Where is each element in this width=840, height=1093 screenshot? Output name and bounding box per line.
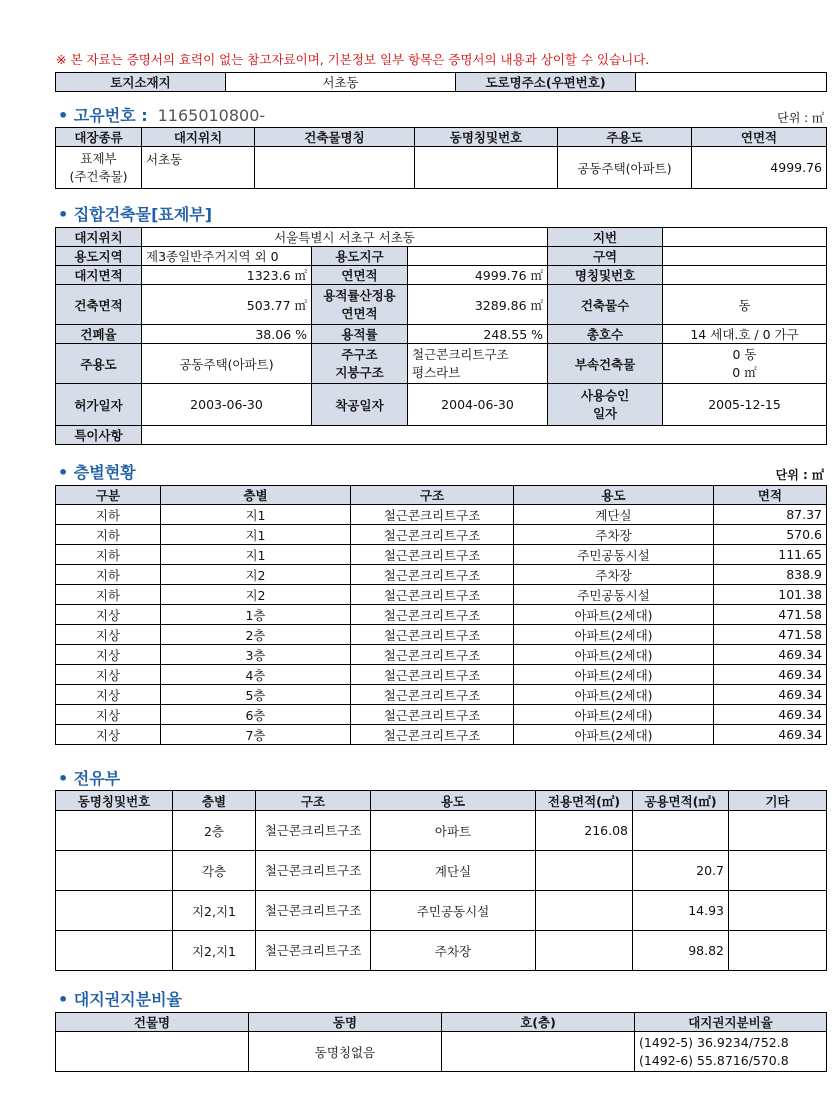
floor-structure-cell: 철근콘크리트구조 [351,645,514,665]
building-count-value: 동 [663,285,827,325]
floor-structure-cell: 철근콘크리트구조 [351,685,514,705]
floors-header-kind: 구분 [56,486,161,505]
floor-structure-cell: 철근콘크리트구조 [351,565,514,585]
annex-value: 0 동 0 ㎡ [663,344,827,384]
floors-header-floor: 층별 [161,486,351,505]
land-share-section-title: • 대지권지분비율 [58,990,182,1009]
floor-use-cell: 아파트(2세대) [514,725,714,745]
floors-table [55,485,827,745]
land-share-ratio-line1: (1492-5) 36.9234/752.8 [639,1034,789,1050]
approval-date-value: 2005-12-15 [663,384,827,426]
unique-area-cell: 4999.76 [692,147,827,189]
far-area-label: 용적률산정용 연면적 [312,285,408,325]
floor-use-cell: 아파트(2세대) [514,665,714,685]
floors-table-body [56,505,827,745]
table-row [56,811,827,851]
floor-area-cell: 838.9 [714,565,827,585]
land-share-header-dong: 동명 [249,1013,442,1032]
floor-structure-cell: 철근콘크리트구조 [351,505,514,525]
far-area-value: 3289.86 ㎡ [408,285,548,325]
unique-use-cell: 공동주택(아파트) [558,147,692,189]
unique-header-name: 건축물명칭 [255,128,415,147]
exclusive-floor-cell: 지2,지1 [173,931,256,971]
exclusive-table-body [56,811,827,971]
land-share-dong-cell: 동명칭없음 [249,1032,442,1072]
unique-number-section-title [58,103,265,126]
floor-use-cell: 주차장 [514,565,714,585]
main-use-value: 공동주택(아파트) [142,344,312,384]
district-label: 용도지구 [312,247,408,266]
site-label: 대지위치 [56,228,142,247]
exclusive-dong-cell [56,931,173,971]
unique-type-line2: (주건축물) [69,168,128,184]
floor-area-cell: 471.58 [714,625,827,645]
table-row [56,625,827,645]
floor-floor-cell: 3층 [161,645,351,665]
floor-use-cell: 아파트(2세대) [514,685,714,705]
road-address-value [636,73,827,92]
unique-header-site: 대지위치 [142,128,255,147]
lot-value [663,228,827,247]
table-row [56,605,827,625]
table-row [56,685,827,705]
district-value [408,247,548,266]
floor-structure-cell: 철근콘크리트구조 [351,525,514,545]
floor-structure-cell: 철근콘크리트구조 [351,585,514,605]
exclusive-structure-cell: 철근콘크리트구조 [256,811,371,851]
exclusive-structure-cell: 철근콘크리트구조 [256,851,371,891]
floor-use-cell: 주차장 [514,525,714,545]
floor-floor-cell: 7층 [161,725,351,745]
table-row [56,705,827,725]
exclusive-use-cell: 아파트 [371,811,536,851]
zone-label: 용도지역 [56,247,142,266]
floor-area-cell: 469.34 [714,665,827,685]
floor-floor-cell: 지2 [161,565,351,585]
exclusive-dong-cell [56,891,173,931]
zone-value: 제3종일반주거지역 외 0 [142,247,312,266]
exclusive-header-common-area: 공용면적(㎡) [633,791,729,811]
unique-unit-label: 단위 : ㎡ [777,111,824,125]
exclusive-floor-cell: 각층 [173,851,256,891]
unique-header-use: 주용도 [558,128,692,147]
floor-area-cell: 469.34 [714,725,827,745]
name-number-value [663,266,827,285]
land-area-label: 대지면적 [56,266,142,285]
site-value: 서울특별시 서초구 서초동 [142,228,548,247]
floor-floor-cell: 지1 [161,525,351,545]
floor-area-cell: 471.58 [714,605,827,625]
far-value: 248.55 % [408,325,548,344]
area-zone-value [663,247,827,266]
land-share-ho-cell [442,1032,635,1072]
start-date-value: 2004-06-30 [408,384,548,426]
structure-label: 주구조 지붕구조 [312,344,408,384]
exclusive-header-dong: 동명칭및번호 [56,791,173,811]
floor-use-cell: 계단실 [514,505,714,525]
land-share-header-ratio: 대지권지분비율 [635,1013,827,1032]
land-share-header-building: 건물명 [56,1013,249,1032]
exclusive-dong-cell [56,811,173,851]
lot-label: 지번 [548,228,663,247]
exclusive-common-cell [633,811,729,851]
bcr-label: 건폐율 [56,325,142,344]
exclusive-header-structure: 구조 [256,791,371,811]
floor-area-cell: 101.38 [714,585,827,605]
floor-floor-cell: 1층 [161,605,351,625]
land-share-header-ho: 호(층) [442,1013,635,1032]
floors-header-use: 용도 [514,486,714,505]
table-row [56,931,827,971]
area-zone-label: 구역 [548,247,663,266]
approval-date-label: 사용승인 일자 [548,384,663,426]
exclusive-common-cell: 14.93 [633,891,729,931]
unique-site-cell: 서초동 [142,147,255,189]
floor-structure-cell: 철근콘크리트구조 [351,625,514,645]
exclusive-etc-cell [729,811,827,851]
road-address-label: 도로명주소(우편번호) [456,73,636,92]
exclusive-floor-cell: 지2,지1 [173,891,256,931]
floor-structure-cell: 철근콘크리트구조 [351,545,514,565]
exclusive-section-title: • 전유부 [58,769,121,788]
floor-kind-cell: 지하 [56,565,161,585]
floor-area-cell: 111.65 [714,545,827,565]
building-count-label: 건축물수 [548,285,663,325]
floor-floor-cell: 지2 [161,585,351,605]
structure-value: 철근콘크리트구조 평스라브 [408,344,548,384]
floor-kind-cell: 지하 [56,585,161,605]
land-share-ratio-cell [635,1032,827,1072]
unique-dong-cell [415,147,558,189]
unique-name-cell [255,147,415,189]
floor-area-cell: 469.34 [714,705,827,725]
floor-area-cell: 469.34 [714,645,827,665]
exclusive-structure-cell: 철근콘크리트구조 [256,891,371,931]
unique-header-dong: 동명칭및번호 [415,128,558,147]
units-label: 총호수 [548,325,663,344]
floor-floor-cell: 지1 [161,545,351,565]
exclusive-use-cell: 주민공동시설 [371,891,536,931]
floor-kind-cell: 지상 [56,605,161,625]
table-row [56,645,827,665]
exclusive-use-cell: 계단실 [371,851,536,891]
exclusive-structure-cell: 철근콘크리트구조 [256,931,371,971]
exclusive-header-floor: 층별 [173,791,256,811]
floor-use-cell: 아파트(2세대) [514,605,714,625]
table-row [56,665,827,685]
floor-floor-cell: 지1 [161,505,351,525]
floor-kind-cell: 지하 [56,545,161,565]
remarks-label: 특이사항 [56,426,142,445]
floor-area-cell: 87.37 [714,505,827,525]
building-area-label: 건축면적 [56,285,142,325]
far-label: 용적률 [312,325,408,344]
land-share-ratio-line2: (1492-6) 55.8716/570.8 [639,1052,789,1068]
land-share-building-cell [56,1032,249,1072]
units-value: 14 세대.호 / 0 가구 [663,325,827,344]
floor-use-cell: 주민공동시설 [514,585,714,605]
floor-floor-cell: 6층 [161,705,351,725]
notice-text: ※ 본 자료는 증명서의 효력이 없는 참고자료이며, 기본정보 일부 항목은 증명서의 내용과 상이할 수 있습니다. [56,52,650,67]
building-area-value: 503.77 ㎡ [142,285,312,325]
floor-kind-cell: 지하 [56,505,161,525]
location-value: 서초동 [226,73,456,92]
exclusive-exclusive-cell [536,891,633,931]
floor-area-cell: 469.34 [714,685,827,705]
table-row [56,585,827,605]
remarks-value [142,426,827,445]
permit-date-label: 허가일자 [56,384,142,426]
floors-header-structure: 구조 [351,486,514,505]
floor-kind-cell: 지상 [56,665,161,685]
floor-area-label: 연면적 [312,266,408,285]
start-date-label: 착공일자 [312,384,408,426]
main-use-label: 주용도 [56,344,142,384]
exclusive-header-private-area: 전용면적(㎡) [536,791,633,811]
annex-label: 부속건축물 [548,344,663,384]
floor-floor-cell: 2층 [161,625,351,645]
floor-use-cell: 아파트(2세대) [514,625,714,645]
unique-number-value: 1165010800- [157,106,266,125]
land-area-value: 1323.6 ㎡ [142,266,312,285]
floor-structure-cell: 철근콘크리트구조 [351,705,514,725]
summary-section-title: • 집합건축물[표제부] [58,205,213,224]
unique-header-area: 연면적 [692,128,827,147]
exclusive-etc-cell [729,851,827,891]
location-table [55,72,827,92]
exclusive-use-cell: 주차장 [371,931,536,971]
exclusive-common-cell: 98.82 [633,931,729,971]
floors-section-title: • 층별현황 [58,463,136,482]
floors-header-area: 면적 [714,486,827,505]
location-label: 토지소재지 [56,73,226,92]
floor-floor-cell: 4층 [161,665,351,685]
exclusive-header-etc: 기타 [729,791,827,811]
table-row [56,545,827,565]
floor-area-value: 4999.76 ㎡ [408,266,548,285]
exclusive-exclusive-cell [536,851,633,891]
floor-structure-cell: 철근콘크리트구조 [351,725,514,745]
floor-kind-cell: 지상 [56,725,161,745]
unique-type-cell [56,147,142,189]
table-row [56,851,827,891]
exclusive-etc-cell [729,891,827,931]
summary-table [55,227,827,445]
exclusive-exclusive-cell [536,931,633,971]
floor-kind-cell: 지상 [56,645,161,665]
floor-structure-cell: 철근콘크리트구조 [351,605,514,625]
exclusive-header-use: 용도 [371,791,536,811]
table-row [56,725,827,745]
floor-use-cell: 아파트(2세대) [514,705,714,725]
exclusive-etc-cell [729,931,827,971]
exclusive-floor-cell: 2층 [173,811,256,851]
table-row [56,891,827,931]
unique-table [55,127,827,189]
name-number-label: 명칭및번호 [548,266,663,285]
floor-kind-cell: 지하 [56,525,161,545]
floor-use-cell: 주민공동시설 [514,545,714,565]
exclusive-dong-cell [56,851,173,891]
floors-unit-label: 단위 : ㎡ [775,468,824,482]
unique-type-line1: 표제부 [80,150,117,166]
floor-kind-cell: 지상 [56,705,161,725]
bcr-value: 38.06 % [142,325,312,344]
floor-use-cell: 아파트(2세대) [514,645,714,665]
exclusive-table [55,790,827,971]
table-row [56,565,827,585]
unique-number-label: • 고유번호 : [58,106,148,125]
permit-date-value: 2003-06-30 [142,384,312,426]
exclusive-common-cell: 20.7 [633,851,729,891]
floor-kind-cell: 지상 [56,625,161,645]
table-row [56,525,827,545]
land-share-table [55,1012,827,1072]
floor-kind-cell: 지상 [56,685,161,705]
floor-structure-cell: 철근콘크리트구조 [351,665,514,685]
exclusive-exclusive-cell: 216.08 [536,811,633,851]
floor-area-cell: 570.6 [714,525,827,545]
unique-header-type: 대장종류 [56,128,142,147]
floor-floor-cell: 5층 [161,685,351,705]
table-row [56,505,827,525]
